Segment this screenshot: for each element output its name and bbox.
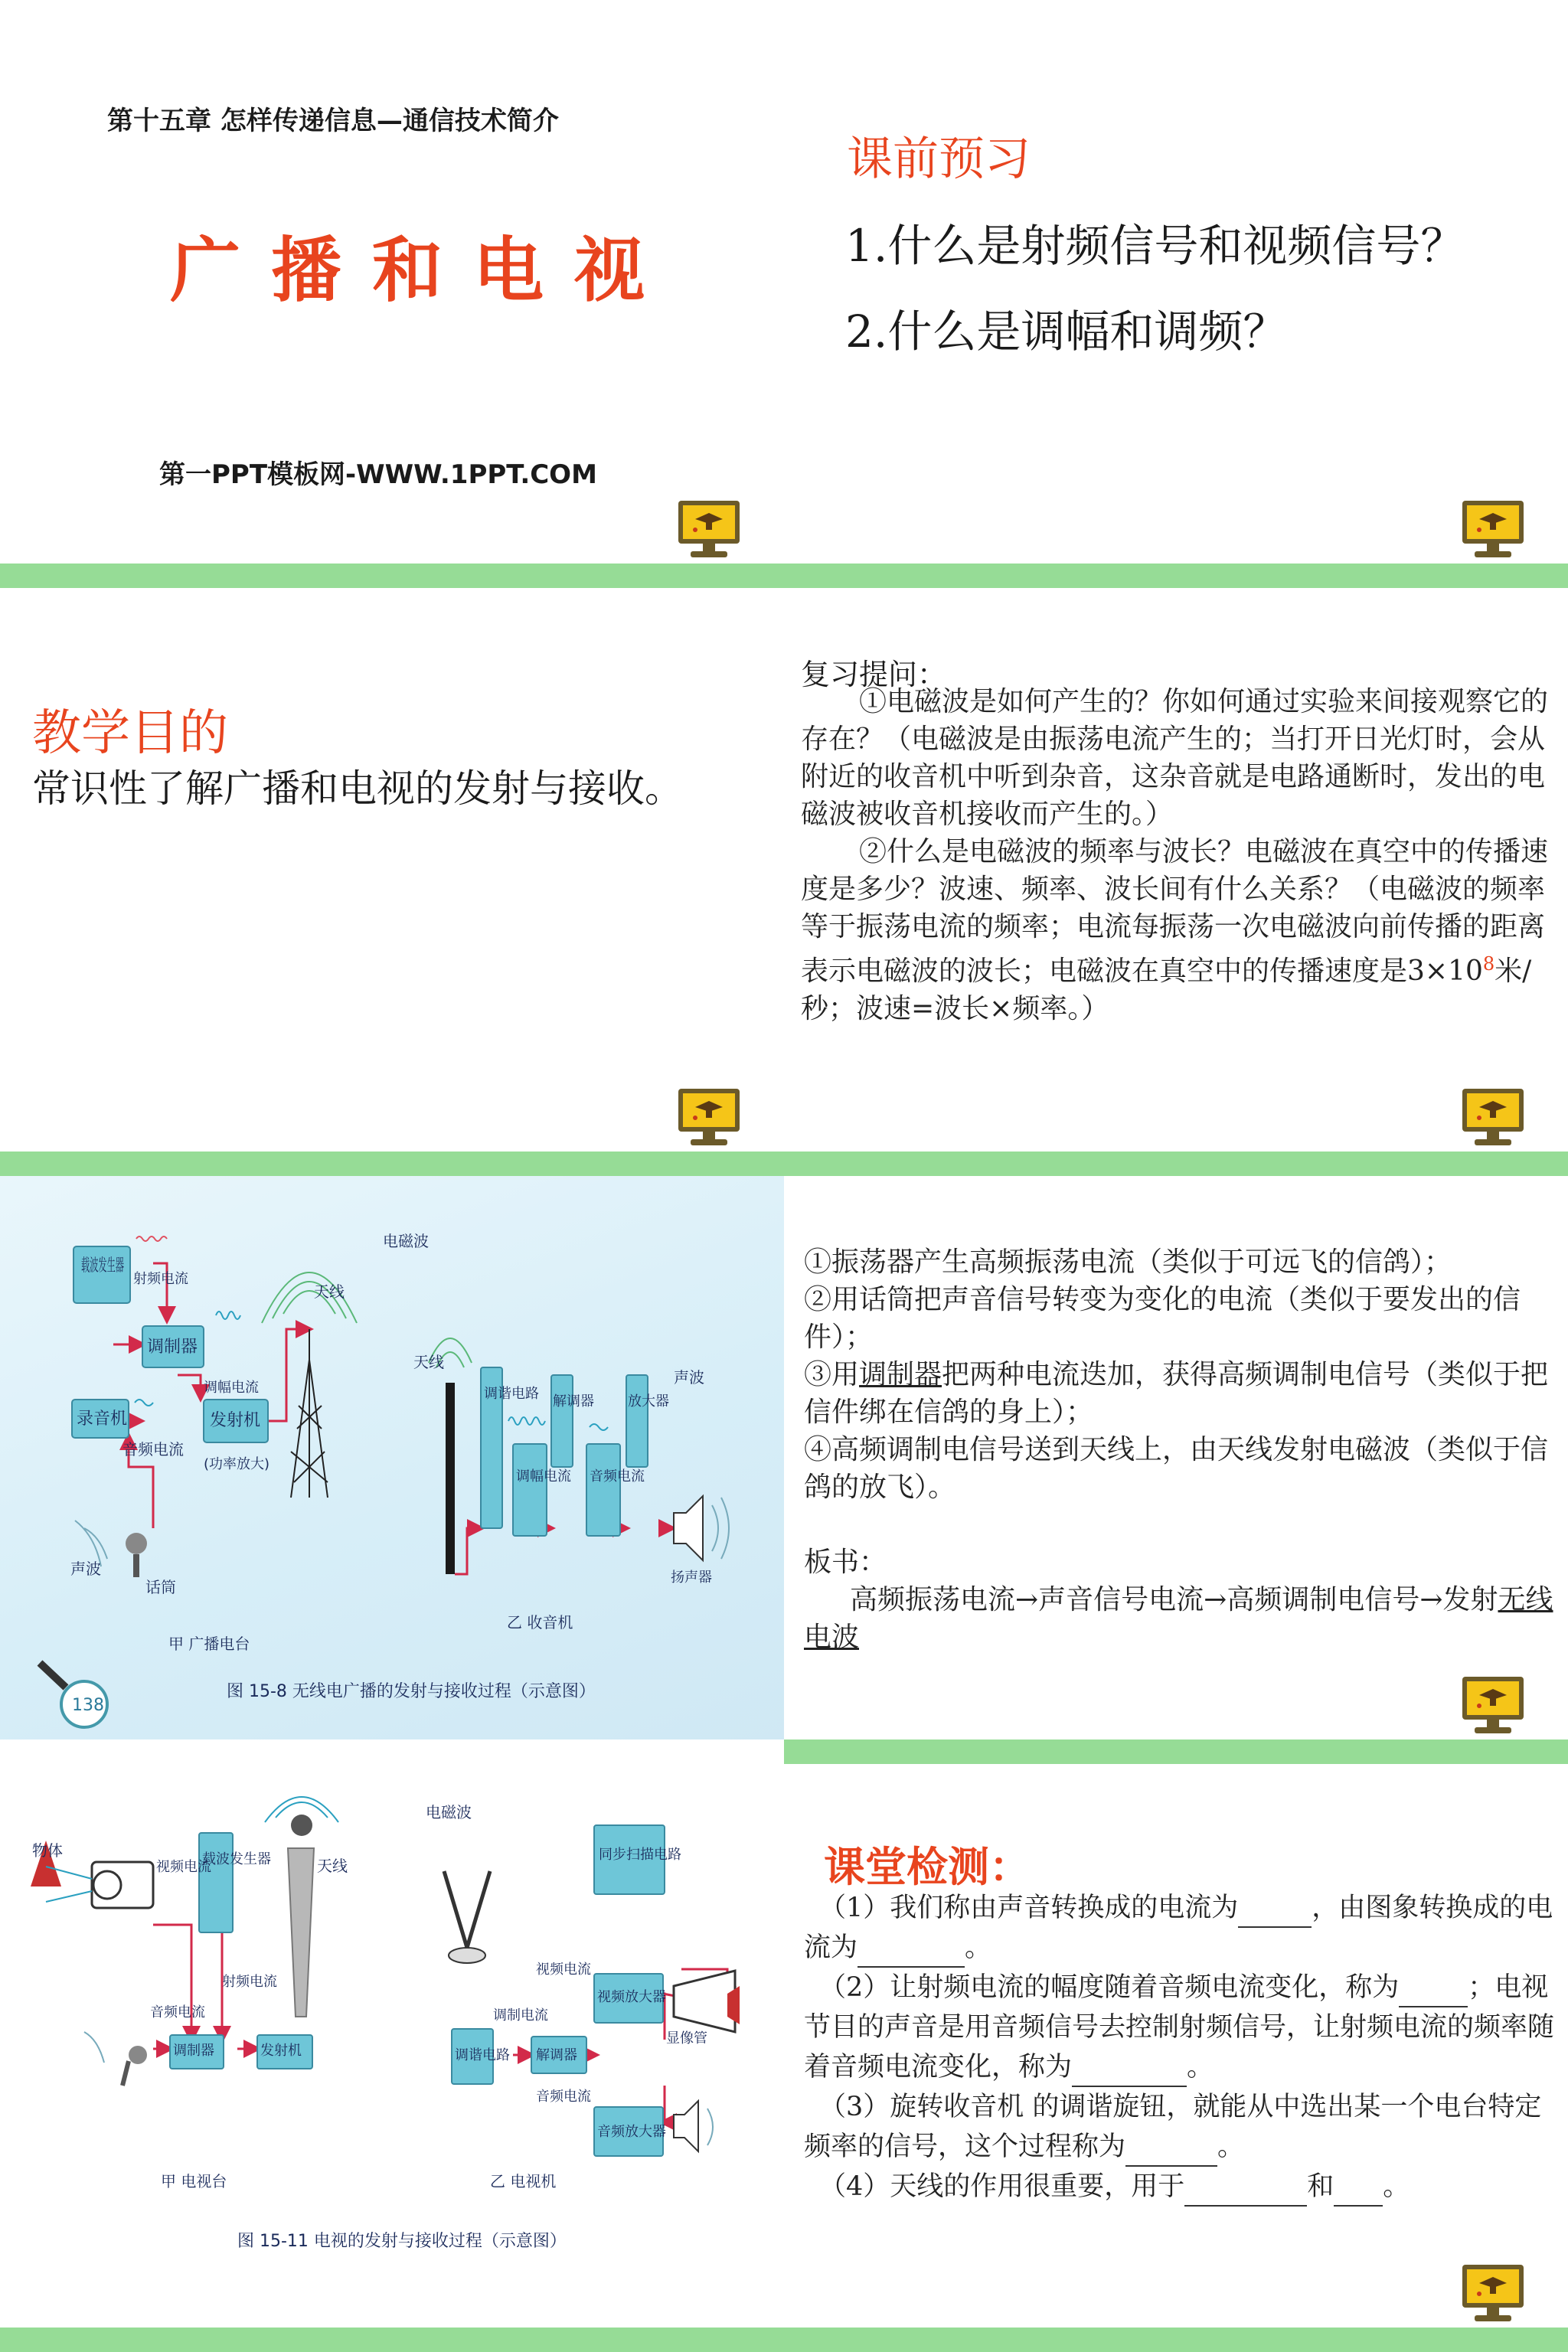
- crt-icon: [674, 1971, 740, 2032]
- review-para-2: [801, 833, 1559, 1027]
- q1-end: 。: [965, 1932, 992, 1963]
- object-label: 物体: [32, 1841, 63, 1860]
- demod-box: [551, 1375, 573, 1467]
- transmitter-label: 发射机: [210, 1411, 261, 1430]
- recorder-label: 录音机: [77, 1410, 128, 1429]
- q2-end: 。: [1187, 2052, 1214, 2082]
- q2-text-2: ；电视节目的声音是用音频信号去控制射频信号，让射频电流的频率随着音频电流变化，称为: [804, 1972, 1555, 2082]
- radio-diagram: [0, 1176, 784, 1764]
- slide-radio-diagram: [0, 1176, 784, 1764]
- speaker-icon: [674, 1496, 729, 1560]
- review-para-2-text: ②什么是电磁波的频率与波长？电磁波在真空中的传播速度是多少？波速、频率、波长间有什么关系？（电磁波的频率等于振荡电流的频率；电流每振荡一次电磁波向前传播的距离表示电磁波的波长；电磁波在真空中的传播速度是3×10: [801, 836, 1549, 987]
- carrier-label: 载波发生器: [81, 1256, 124, 1276]
- am2-label: 调幅电流: [516, 1468, 571, 1485]
- antenna-label: 天线: [314, 1282, 345, 1301]
- objective-heading: 教学目的: [32, 705, 228, 762]
- monitor-icon: [677, 499, 741, 562]
- monitor-icon: [1461, 1675, 1525, 1738]
- step-3-end: 把两种电流迭加，获得高频调制电信号（类似于把信件绑在信鸽的身上）；: [804, 1359, 1549, 1428]
- review-heading: 复习提问：: [801, 658, 947, 691]
- q2-blank-2[interactable]: [1072, 2063, 1187, 2087]
- station-label: 甲 广播电台: [168, 1635, 250, 1653]
- demod-label: 解调器: [553, 1393, 594, 1410]
- tv-transmitter-label: 发射机: [260, 2043, 302, 2059]
- mic-label: 话筒: [145, 1578, 176, 1596]
- board-line: 高频振荡电流→声音信号电流→高频调制电信号→发射: [850, 1584, 1498, 1615]
- exponent: 8: [1482, 953, 1495, 975]
- magnifier-icon: [40, 1663, 107, 1727]
- preview-q2: 2.什么是调幅和调频？: [845, 305, 1288, 358]
- slide-quiz: [784, 1764, 1568, 2352]
- amp-label: 放大器: [628, 1393, 669, 1410]
- sound2-label: 声波: [674, 1368, 704, 1387]
- slide-objective: [0, 588, 784, 1176]
- q4-text-2: 和: [1307, 2171, 1334, 2202]
- power-label: (功率放大): [204, 1456, 270, 1472]
- tv-emwave-label: 电磁波: [426, 1803, 472, 1821]
- q2-blank-1[interactable]: [1399, 1983, 1468, 2007]
- step-3: [804, 1356, 1562, 1431]
- rx-af-wave: [590, 1424, 608, 1430]
- quiz-q1: [804, 1888, 1562, 1968]
- am-label: 调幅电流: [204, 1380, 259, 1396]
- modcur-label: 调制电流: [493, 2007, 548, 2024]
- board-term: 无线电波: [804, 1584, 1553, 1653]
- bottom-band: [784, 1152, 1568, 1176]
- q3-text: （3）旋转收音机 的调谐旋钮，就能从中选出某一个电台特定频率的信号，这个过程称为: [804, 2092, 1542, 2162]
- crt-label: 显像管: [666, 2030, 707, 2047]
- monitor-icon: [1461, 2263, 1525, 2326]
- modulator-label: 调制器: [147, 1338, 198, 1357]
- figure-caption: 图 15-8 无线电广播的发射与接收过程（示意图）: [227, 1682, 596, 1701]
- tv-rf-label: 射频电流: [222, 1974, 277, 1990]
- rx-wave: [508, 1417, 545, 1425]
- tv-label: 乙 电视机: [490, 2172, 557, 2190]
- q4-end: 。: [1383, 2171, 1410, 2202]
- q1-text: （1）我们称由声音转换成的电流为: [819, 1893, 1239, 1923]
- monitor-icon: [677, 1087, 741, 1150]
- page-number: 138: [72, 1696, 104, 1715]
- tower-antenna: [262, 1272, 357, 1498]
- bottom-band: [0, 1152, 784, 1176]
- review-para-2-end: 米/秒；波速=波长×频率。）: [801, 956, 1532, 1024]
- preview-q1: 1.什么是射频信号和视频信号？: [845, 220, 1465, 272]
- amp-box: [626, 1375, 648, 1467]
- monitor-icon: [1461, 1087, 1525, 1150]
- tv-station-label: 甲 电视台: [161, 2172, 227, 2190]
- video2-label: 视频电流: [536, 1962, 591, 1978]
- q1-blank-2[interactable]: [858, 1943, 965, 1968]
- q2-text: （2）让射频电流的幅度随着音频电流变化，称为: [819, 1972, 1400, 2003]
- am2-box: [513, 1444, 547, 1536]
- af2-label: 音频电流: [590, 1468, 645, 1485]
- tuner-label: 调谐电路: [484, 1386, 539, 1402]
- soundwave-label: 声波: [70, 1560, 101, 1578]
- am-wave: [216, 1312, 240, 1319]
- q4-blank-1[interactable]: [1184, 2182, 1307, 2207]
- rf-wave: [136, 1236, 167, 1241]
- step-1: ①振荡器产生高频振荡电流（类似于可远飞的信鸽）；: [804, 1246, 1452, 1278]
- quiz-q4: [804, 2167, 1562, 2207]
- tv-figure-caption: 图 15-11 电视的发射与接收过程（示意图）: [237, 2232, 567, 2251]
- sync-label: 同步扫描电路: [599, 1847, 681, 1863]
- af-label: 音频电流: [122, 1440, 184, 1459]
- preview-heading: 课前预习: [847, 132, 1031, 186]
- tv-antenna-label: 天线: [317, 1857, 348, 1875]
- tv-carrier-label: 载波发生器: [202, 1851, 271, 1867]
- tv-demod-label: 解调器: [536, 2047, 577, 2063]
- video-label: 视频电流: [156, 1859, 211, 1875]
- speaker-label: 扬声器: [671, 1570, 712, 1586]
- site-credit: 第一PPT模板网-WWW.1PPT.COM: [159, 459, 597, 490]
- explanation-text: [804, 1243, 1562, 1656]
- emwave-label: 电磁波: [383, 1232, 429, 1250]
- bottom-band: [0, 564, 784, 588]
- slide-review: [784, 588, 1568, 1176]
- slide-explanation: [784, 1176, 1568, 1764]
- board-heading: 板书：: [804, 1547, 887, 1578]
- rx-antenna-label: 天线: [413, 1353, 444, 1371]
- tv-carrier-box: [199, 1833, 233, 1932]
- bottom-band: [784, 1740, 1568, 1764]
- audio-label: 音频电流: [150, 2004, 205, 2020]
- modulator-term: 调制器: [859, 1359, 942, 1390]
- bottom-band: [784, 564, 1568, 588]
- af-wave: [135, 1400, 153, 1406]
- quiz-heading: 课堂检测：: [824, 1842, 1031, 1891]
- main-title: 广 播 和 电 视: [170, 230, 648, 312]
- review-text: [801, 683, 1559, 1027]
- quiz-q2: [804, 1968, 1562, 2087]
- review-para-1: ①电磁波是如何产生的？你如何通过实验来间接观察它的存在？（电磁波是由振荡电流产生的；当打开日光灯时，会从附近的收音机中听到杂音，这杂音就是电路通断时，发出的电磁波被收音机接收而产生的。）: [801, 686, 1549, 830]
- step-3-start: ③用: [804, 1359, 860, 1390]
- bottom-band: [0, 1740, 784, 1764]
- slide-tv-diagram: [0, 1764, 784, 2352]
- q1-blank-1[interactable]: [1238, 1903, 1312, 1928]
- vamp-label: 视频放大器: [597, 1989, 666, 2005]
- slide-title: [0, 0, 784, 588]
- audio2-label: 音频电流: [536, 2089, 591, 2105]
- objective-body: 常识性了解广播和电视的发射与接收。: [32, 766, 683, 811]
- quiz-q3: [804, 2087, 1562, 2167]
- q1-text-2: ，由图象转换成的电流为: [804, 1893, 1553, 1963]
- tv-modulator-label: 调制器: [173, 2043, 214, 2059]
- q4-text: （4）天线的作用很重要，用于: [819, 2171, 1185, 2202]
- radio-label: 乙 收音机: [507, 1613, 573, 1632]
- monitor-icon: [1461, 499, 1525, 562]
- tv-speaker-icon: [674, 2101, 713, 2151]
- step-4: ④高频调制电信号送到天线上，由天线发射电磁波（类似于信鸽的放飞）。: [804, 1434, 1549, 1503]
- tv-microphone-icon: [84, 2032, 147, 2086]
- rf-label: 射频电流: [133, 1271, 188, 1287]
- af2-box: [586, 1444, 620, 1536]
- tv-receiver-antenna: [444, 1871, 490, 1963]
- quiz-text: [804, 1888, 1562, 2207]
- slide-preview: [784, 0, 1568, 588]
- bottom-band: [784, 2328, 1568, 2352]
- q4-blank-2[interactable]: [1334, 2182, 1383, 2207]
- tv-tuner-label: 调谐电路: [455, 2047, 510, 2063]
- tv-diagram: [0, 1764, 784, 2352]
- step-2: ②用话筒把声音信号转变为变化的电流（类似于要发出的信件）；: [804, 1284, 1521, 1353]
- aamp-label: 音频放大器: [597, 2124, 666, 2140]
- receiver-antenna: [429, 1338, 472, 1574]
- chapter-title: 第十五章 怎样传递信息—通信技术简介: [107, 106, 559, 136]
- q3-blank[interactable]: [1125, 2142, 1217, 2167]
- q3-end: 。: [1217, 2132, 1245, 2162]
- board-content: [804, 1581, 1562, 1656]
- bottom-band: [0, 2328, 784, 2352]
